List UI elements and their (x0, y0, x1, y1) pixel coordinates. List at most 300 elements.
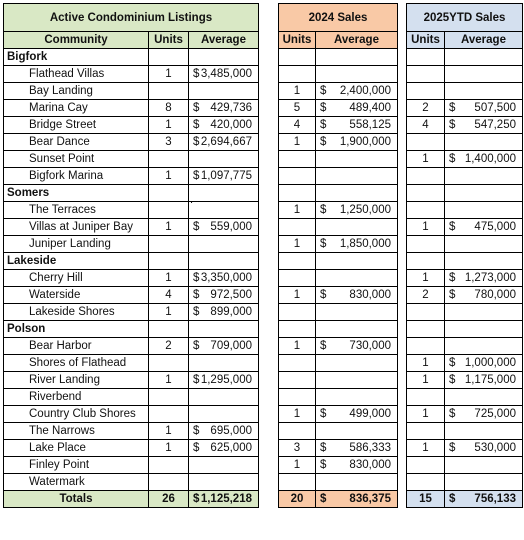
average-cell-value (189, 306, 258, 318)
average-cell (316, 372, 398, 389)
table-row (407, 372, 523, 389)
average-cell (445, 151, 523, 168)
units-cell (279, 474, 316, 491)
totals-average (445, 491, 523, 508)
average-cell (316, 219, 398, 236)
units-cell (149, 474, 189, 491)
table-row (279, 83, 398, 100)
amount: 1,000,000 (464, 357, 516, 369)
table-row (4, 440, 259, 457)
units-cell (407, 202, 445, 219)
table-row (4, 134, 259, 151)
table-row (279, 270, 398, 287)
community-name: Cherry Hill (4, 270, 149, 287)
average-cell (445, 287, 523, 304)
average-cell-value (445, 221, 522, 233)
totals-units: 26 (149, 491, 189, 508)
units-cell (149, 236, 189, 253)
active-listings-title: Active Condominium Listings (4, 4, 259, 32)
average-cell-value (189, 119, 258, 131)
units-cell: 4 (407, 117, 445, 134)
units-cell: 1 (279, 236, 316, 253)
amount: 499,000 (349, 408, 391, 420)
currency-symbol: $ (193, 425, 200, 437)
table-row (279, 66, 398, 83)
amount: 1,850,000 (339, 238, 391, 250)
currency-symbol: $ (193, 136, 200, 148)
average-cell (316, 151, 398, 168)
currency-symbol: $ (449, 119, 456, 131)
table-row (407, 406, 523, 423)
amount: 1,175,000 (464, 374, 516, 386)
table-row (4, 304, 259, 321)
table-row (407, 202, 523, 219)
table-row (279, 321, 398, 338)
active-listings-table (3, 3, 259, 508)
average-cell (445, 134, 523, 151)
amount: 429,736 (210, 102, 252, 114)
amount: 695,000 (210, 425, 252, 437)
average-cell-value (189, 374, 258, 386)
table-row (407, 100, 523, 117)
units-cell: 1 (279, 457, 316, 474)
currency-symbol: $ (193, 119, 200, 131)
average-cell (316, 202, 398, 219)
currency-symbol: $ (320, 340, 327, 352)
currency-symbol: $ (320, 204, 327, 216)
community-name: Riverbend (4, 389, 149, 406)
units-cell: 1 (149, 66, 189, 83)
totals-average (189, 491, 259, 508)
units-cell: 1 (149, 423, 189, 440)
currency-symbol: $ (193, 170, 200, 182)
table-row (4, 423, 259, 440)
sales-2025ytd-table (406, 3, 523, 508)
average-cell (189, 83, 259, 100)
table-row (4, 100, 259, 117)
totals-average (316, 491, 398, 508)
table-row (4, 202, 259, 219)
units-cell: 1 (407, 270, 445, 287)
currency-symbol: $ (449, 374, 456, 386)
units-cell: 2 (407, 287, 445, 304)
units-cell (279, 151, 316, 168)
average-cell-value (316, 340, 397, 352)
units-cell (149, 202, 189, 219)
amount: 507,500 (474, 102, 516, 114)
table-row (4, 338, 259, 355)
average-cell (445, 236, 523, 253)
units-cell (407, 66, 445, 83)
average-cell (189, 202, 259, 219)
table-row (407, 304, 523, 321)
units-cell: 8 (149, 100, 189, 117)
units-cell: 1 (407, 355, 445, 372)
units-cell (149, 185, 189, 202)
units-cell (279, 168, 316, 185)
amount: 709,000 (210, 340, 252, 352)
units-cell (279, 219, 316, 236)
average-cell (316, 185, 398, 202)
average-cell (316, 66, 398, 83)
community-name: Bear Dance (4, 134, 149, 151)
average-cell (316, 168, 398, 185)
amount: 830,000 (349, 289, 391, 301)
average-cell-value (445, 357, 522, 369)
table-row (4, 474, 259, 491)
average-cell-value (316, 289, 397, 301)
community-name: Juniper Landing (4, 236, 149, 253)
table-row (407, 168, 523, 185)
units-cell (279, 355, 316, 372)
amount: 972,500 (210, 289, 252, 301)
average-cell (189, 406, 259, 423)
average-cell (189, 219, 259, 236)
units-cell (407, 304, 445, 321)
units-cell (149, 83, 189, 100)
sales-2024-title: 2024 Sales (279, 4, 398, 32)
table-row (407, 49, 523, 66)
totals-units: 15 (407, 491, 445, 508)
average-cell (189, 389, 259, 406)
community-name: Bigfork Marina (4, 168, 149, 185)
average-cell (316, 83, 398, 100)
amount: 586,333 (349, 442, 391, 454)
amount: 2,694,667 (200, 136, 252, 148)
table-row (4, 117, 259, 134)
table-row (4, 355, 259, 372)
table-row (279, 287, 398, 304)
table-row (279, 185, 398, 202)
currency-symbol: $ (320, 493, 327, 505)
average-cell-value (316, 85, 397, 97)
table-row (279, 202, 398, 219)
average-cell (189, 49, 259, 66)
average-cell (316, 406, 398, 423)
units-cell: 4 (279, 117, 316, 134)
table-row (279, 151, 398, 168)
table-row (4, 236, 259, 253)
currency-symbol: $ (320, 85, 327, 97)
units-cell (279, 423, 316, 440)
average-cell (189, 151, 259, 168)
community-name: Lake Place (4, 440, 149, 457)
units-cell (279, 372, 316, 389)
average-cell (189, 287, 259, 304)
table-row (407, 185, 523, 202)
average-cell (445, 440, 523, 457)
currency-symbol: $ (449, 493, 456, 505)
units-cell (407, 49, 445, 66)
average-cell-value (316, 408, 397, 420)
group-row (4, 253, 259, 270)
currency-symbol: $ (449, 221, 456, 233)
group-row (4, 49, 259, 66)
average-cell (189, 474, 259, 491)
average-cell (445, 372, 523, 389)
currency-symbol: $ (193, 272, 200, 284)
currency-symbol: $ (193, 306, 200, 318)
units-cell (407, 253, 445, 270)
average-cell-value (445, 102, 522, 114)
table-row (279, 134, 398, 151)
table-row (279, 338, 398, 355)
totals-average-value (189, 493, 258, 505)
table-row (407, 440, 523, 457)
table-row (407, 338, 523, 355)
totals-average-value (316, 493, 397, 505)
units-cell (279, 253, 316, 270)
units-cell: 1 (407, 151, 445, 168)
average-cell-value (316, 119, 397, 131)
currency-symbol: $ (320, 408, 327, 420)
sales-2024-panel (278, 3, 398, 508)
currency-symbol: $ (193, 340, 200, 352)
average-cell (445, 304, 523, 321)
totals-average-value (445, 493, 522, 505)
units-cell (149, 406, 189, 423)
group-row (4, 185, 259, 202)
amount: 780,000 (474, 289, 516, 301)
table-row (4, 66, 259, 83)
average-cell-value (445, 272, 522, 284)
units-cell: 1 (279, 406, 316, 423)
table-row (4, 372, 259, 389)
community-name: Bridge Street (4, 117, 149, 134)
average-cell-value (316, 102, 397, 114)
units-cell: 1 (279, 134, 316, 151)
average-cell-value (445, 153, 522, 165)
stray-mark: . (190, 194, 194, 206)
currency-symbol: $ (449, 442, 456, 454)
average-cell-value (189, 221, 258, 233)
community-name: Shores of Flathead (4, 355, 149, 372)
table-row (279, 457, 398, 474)
currency-symbol: $ (449, 289, 456, 301)
average-cell (189, 100, 259, 117)
community-name: The Narrows (4, 423, 149, 440)
currency-symbol: $ (193, 442, 200, 454)
table-row (407, 474, 523, 491)
table-row (407, 117, 523, 134)
table-row (279, 304, 398, 321)
amount: 547,250 (474, 119, 516, 131)
amount: 625,000 (210, 442, 252, 454)
units-cell: 1 (149, 372, 189, 389)
table-row (279, 423, 398, 440)
group-name: Polson (4, 321, 149, 338)
community-name: Sunset Point (4, 151, 149, 168)
totals-label: Totals (4, 491, 149, 508)
table-row (279, 100, 398, 117)
units-cell: 1 (407, 219, 445, 236)
header-average: Average (189, 32, 259, 49)
average-cell-value (445, 442, 522, 454)
average-cell-value (189, 272, 258, 284)
community-name: Finley Point (4, 457, 149, 474)
units-cell: 2 (149, 338, 189, 355)
table-row (4, 219, 259, 236)
table-row (4, 168, 259, 185)
currency-symbol: $ (193, 102, 200, 114)
amount: 725,000 (474, 408, 516, 420)
average-cell (445, 270, 523, 287)
table-row (279, 253, 398, 270)
units-cell: 1 (279, 83, 316, 100)
community-name: Flathead Villas (4, 66, 149, 83)
community-name: Bear Harbor (4, 338, 149, 355)
units-cell (407, 83, 445, 100)
units-cell: 5 (279, 100, 316, 117)
units-cell (407, 168, 445, 185)
amount: 836,375 (349, 493, 391, 505)
table-row (407, 83, 523, 100)
units-cell (149, 321, 189, 338)
units-cell (407, 423, 445, 440)
units-cell: 2 (407, 100, 445, 117)
amount: 730,000 (349, 340, 391, 352)
active-listings-panel (3, 3, 259, 508)
currency-symbol: $ (320, 459, 327, 471)
amount: 1,250,000 (339, 204, 391, 216)
average-cell-value (189, 102, 258, 114)
header-units: Units (149, 32, 189, 49)
average-cell (189, 440, 259, 457)
group-name: Bigfork (4, 49, 149, 66)
currency-symbol: $ (320, 238, 327, 250)
table-row (407, 236, 523, 253)
currency-symbol: $ (449, 357, 456, 369)
units-cell (407, 389, 445, 406)
average-cell (445, 474, 523, 491)
community-name: Bay Landing (4, 83, 149, 100)
units-cell (149, 151, 189, 168)
table-row (279, 440, 398, 457)
currency-symbol: $ (449, 408, 456, 420)
units-cell (407, 474, 445, 491)
units-cell: 1 (149, 304, 189, 321)
average-cell (189, 304, 259, 321)
average-cell-value (316, 238, 397, 250)
average-cell (189, 338, 259, 355)
sales-2024-table (278, 3, 398, 508)
units-cell (279, 185, 316, 202)
currency-symbol: $ (320, 289, 327, 301)
average-cell (445, 406, 523, 423)
average-cell-value (445, 408, 522, 420)
group-row (4, 321, 259, 338)
average-cell (189, 355, 259, 372)
community-name: Waterside (4, 287, 149, 304)
units-cell: 4 (149, 287, 189, 304)
units-cell (407, 134, 445, 151)
community-name: Villas at Juniper Bay (4, 219, 149, 236)
units-cell (149, 457, 189, 474)
average-cell (445, 100, 523, 117)
table-row (407, 270, 523, 287)
average-cell (316, 389, 398, 406)
currency-symbol: $ (193, 68, 200, 80)
table-row (407, 253, 523, 270)
units-cell (149, 49, 189, 66)
amount: 475,000 (474, 221, 516, 233)
currency-symbol: $ (449, 153, 456, 165)
average-cell (316, 440, 398, 457)
table-row (4, 270, 259, 287)
table-row (407, 457, 523, 474)
amount: 420,000 (210, 119, 252, 131)
average-cell (189, 321, 259, 338)
amount: 489,400 (349, 102, 391, 114)
average-cell (316, 100, 398, 117)
amount: 1,125,218 (200, 493, 252, 505)
group-name: Lakeside (4, 253, 149, 270)
amount: 830,000 (349, 459, 391, 471)
units-cell (407, 457, 445, 474)
units-cell (279, 304, 316, 321)
average-cell (445, 321, 523, 338)
units-cell: 3 (279, 440, 316, 457)
units-cell: 1 (149, 270, 189, 287)
table-row (279, 49, 398, 66)
units-cell (407, 236, 445, 253)
community-name: Lakeside Shores (4, 304, 149, 321)
totals-row (407, 491, 523, 508)
average-cell (445, 117, 523, 134)
totals-units: 20 (279, 491, 316, 508)
average-cell-value (445, 374, 522, 386)
average-cell (189, 457, 259, 474)
amount: 559,000 (210, 221, 252, 233)
units-cell: 1 (149, 117, 189, 134)
currency-symbol: $ (193, 221, 200, 233)
amount: 3,485,000 (200, 68, 252, 80)
average-cell (316, 423, 398, 440)
average-cell (189, 185, 259, 202)
units-cell (279, 66, 316, 83)
units-cell (279, 270, 316, 287)
table-row (4, 406, 259, 423)
average-cell (316, 236, 398, 253)
table-row (4, 83, 259, 100)
table-row (279, 474, 398, 491)
table-row (407, 134, 523, 151)
table-row (4, 457, 259, 474)
average-cell (445, 423, 523, 440)
currency-symbol: $ (193, 374, 200, 386)
average-cell (189, 236, 259, 253)
average-cell-value (316, 442, 397, 454)
average-cell (445, 83, 523, 100)
average-cell-value (189, 442, 258, 454)
header-average: Average (445, 32, 523, 49)
units-cell (149, 389, 189, 406)
table-row (4, 151, 259, 168)
currency-symbol: $ (193, 493, 200, 505)
average-cell-value (189, 170, 258, 182)
community-name: Watermark (4, 474, 149, 491)
currency-symbol: $ (320, 442, 327, 454)
group-name: Somers (4, 185, 149, 202)
average-cell (316, 457, 398, 474)
community-name: Marina Cay (4, 100, 149, 117)
average-cell (189, 270, 259, 287)
table-row (279, 117, 398, 134)
average-cell (189, 117, 259, 134)
currency-symbol: $ (449, 272, 456, 284)
average-cell-value (189, 340, 258, 352)
average-cell-value (189, 425, 258, 437)
